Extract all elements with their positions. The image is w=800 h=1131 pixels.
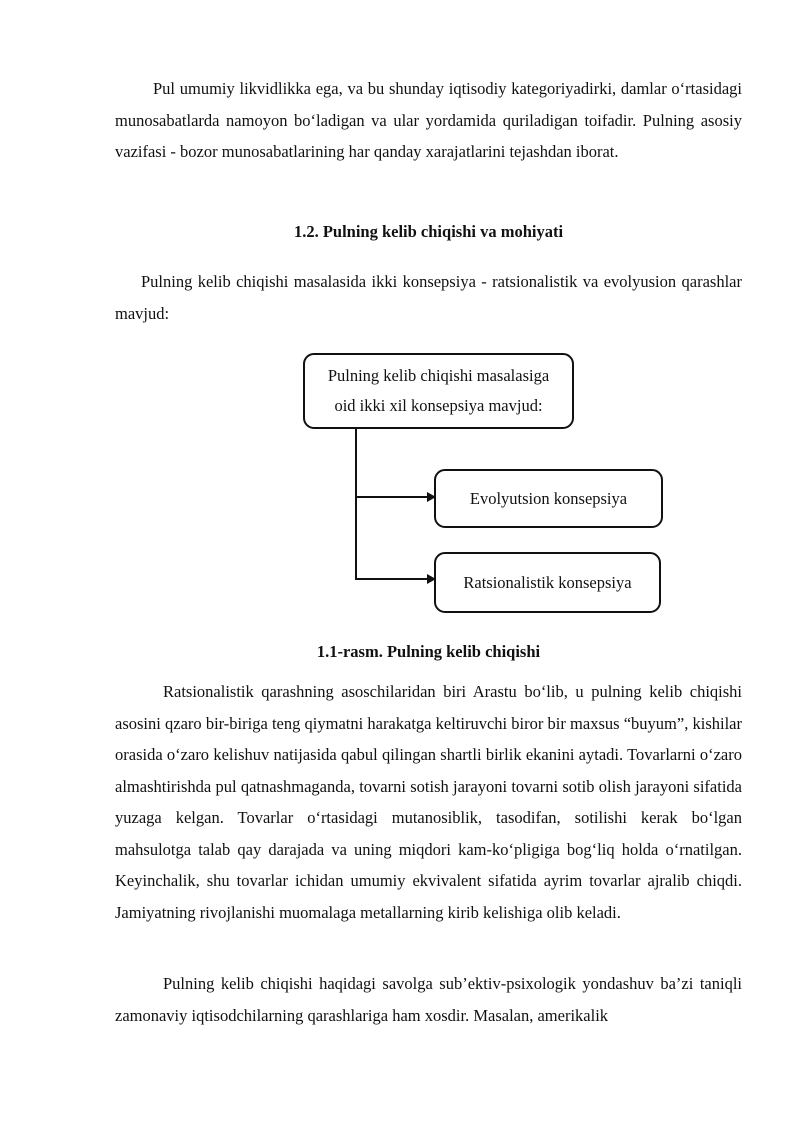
paragraph-rationalist: Ratsionalistik qarashning asoschilaridan biri Arastu bo‘lib, u pulning kelib chiqishi asosini qzaro bir-biriga teng qiymatni harakatga keltiruvchi biror bir maxsus “buyum”, kishilar orasida o‘zaro kelishuv natijasida qabul qilingan shartli birlik ekanini aytadi. Tovarlarni o‘zaro almashtirishda pul qatnashmaganda, tovarni sotish jarayoni tovarni sotib olish jarayoni sifatida yuzaga kelgan. Tovarlar o‘rtasidagi mutanosiblik, tasodifan, sotilishi kerak bo‘lgan mahsulotga talab qay darajada va uning miqdori kam-ko‘pligiga bog‘liq holda o‘rnatilgan. Keyinchalik, shu tovarlar ichidan umumiy ekvivalent sifatida ayrim tovarlar ajralib chiqdi. Jamiyatning rivojlanishi muomalaga metallarning kirib kelishiga olib keladi. <box>115 682 742 922</box>
section-heading: 1.2. Pulning kelib chiqishi va mohiyati <box>293 222 564 241</box>
diagram-evolutionary-box <box>434 469 663 528</box>
diagram-rationalist-label: Ratsionalistik konsepsiya <box>463 572 632 592</box>
diagram-root-line-2: oid ikki xil konsepsiya mavjud: <box>334 396 543 415</box>
figure-caption: 1.1-rasm. Pulning kelib chiqishi <box>316 642 541 661</box>
diagram-root-line-1: Pulning kelib chiqishi masalasiga <box>327 366 550 385</box>
diagram-root-box <box>303 353 574 429</box>
paragraph-concepts: Pulning kelib chiqishi masalasida ikki konsepsiya - ratsionalistik va evolyusion qarashlar mavjud: <box>115 272 742 323</box>
diagram-rationalist-box <box>434 552 661 613</box>
diagram-evolutionary-label: Evolyutsion konsepsiya <box>469 488 628 508</box>
paragraph-subjective: Pulning kelib chiqishi haqidagi savolga sub’ektiv-psixologik yondashuv ba’zi taniqli zamonaviy iqtisodchilarning qarashlariga ham xosdir. Masalan, amerikalik <box>115 974 742 1025</box>
paragraph-intro: Pul umumiy likvidlikka ega, va bu shunday iqtisodiy kategoriyadirki, damlar o‘rtasidagi munosabatlarda namoyon bo‘ladigan va ular yordamida quriladigan toifadir. Pulning asosiy vazifasi - bozor munosabatlarining har qanday xarajatlarini tejashdan iborat. <box>115 79 742 161</box>
